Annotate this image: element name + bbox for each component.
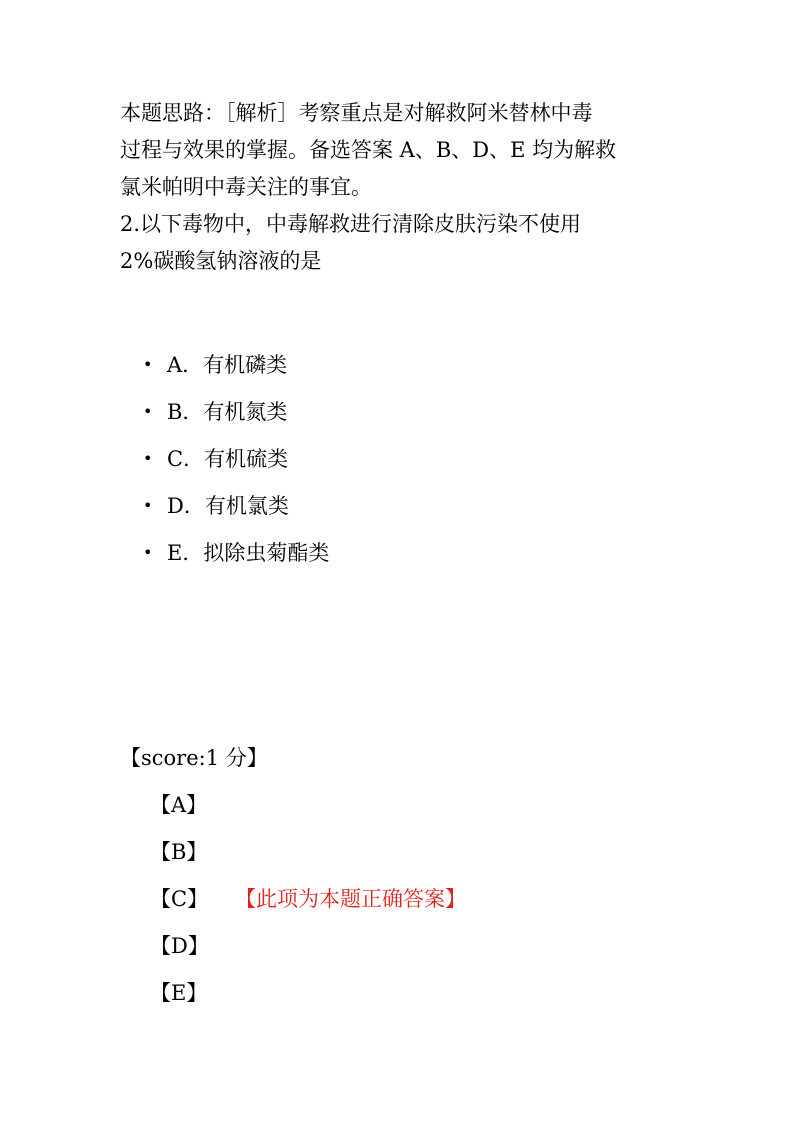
explanation-line-2: 过程与效果的掌握。备选答案 A、B、D、E 均为解救 — [120, 138, 617, 162]
answer-list — [150, 787, 466, 1022]
bullet-icon: • — [143, 449, 153, 468]
bullet-icon: • — [143, 543, 153, 562]
answer-e — [150, 975, 466, 1022]
answer-d — [150, 928, 466, 975]
option-c — [143, 439, 329, 486]
explanation-line-3: 氯米帕明中毒关注的事宜。 — [120, 175, 372, 199]
question-line-1: 2.以下毒物中，中毒解救进行清除皮肤污染不使用 — [120, 212, 582, 236]
answer-c — [150, 881, 466, 928]
option-d — [143, 486, 329, 533]
question-stem — [120, 206, 680, 280]
answer-label: 【A】 — [150, 793, 208, 817]
option-a — [143, 345, 329, 392]
option-b — [143, 392, 329, 439]
option-text: D．有机氯类 — [167, 494, 289, 518]
bullet-icon: • — [143, 355, 153, 374]
score-label: 【score:1 分】 — [120, 746, 268, 770]
answer-b — [150, 834, 466, 881]
answer-a — [150, 787, 466, 834]
option-text: B．有机氮类 — [167, 400, 288, 424]
option-text: C．有机硫类 — [167, 447, 289, 471]
explanation-paragraph — [120, 95, 680, 206]
answer-label: 【B】 — [150, 840, 208, 864]
bullet-icon: • — [143, 496, 153, 515]
bullet-icon: • — [143, 402, 153, 421]
option-list — [143, 345, 329, 580]
explanation-line-1: 本题思路：［解析］考察重点是对解救阿米替林中毒 — [120, 101, 593, 125]
option-text: E．拟除虫菊酯类 — [167, 541, 330, 565]
answer-label: 【E】 — [150, 981, 208, 1005]
question-line-2: 2%碳酸氢钠溶液的是 — [120, 249, 322, 273]
option-text: A．有机磷类 — [167, 353, 288, 377]
answer-label: 【C】 — [150, 887, 209, 911]
correct-answer-note: 【此项为本题正确答案】 — [235, 887, 466, 911]
answer-label: 【D】 — [150, 934, 209, 958]
option-e — [143, 533, 329, 580]
